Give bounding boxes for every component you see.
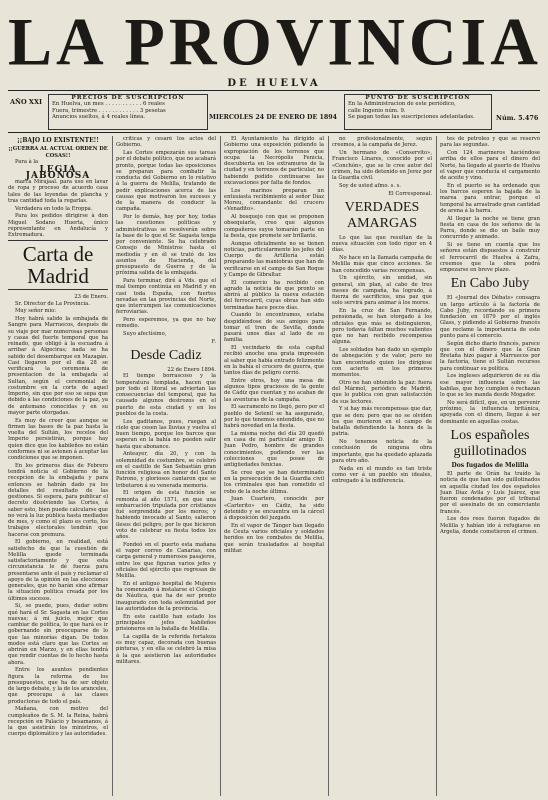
subscription-price-line: Anuncios sueltos, á 4 reales línea.: [52, 114, 146, 120]
article-columns: [8, 136, 540, 796]
paragraph: Al bosquejo con que se proponen obsequiarle, creo que algunos compañeros suyos tomarán parte en la fiesta, que promete ser brillante.: [224, 214, 324, 239]
bold-heading: ¡¡GUERRA AL ACTUAL ORDEN DE COSAS!!: [8, 146, 108, 159]
newspaper-title: LA PROVINCIA: [8, 5, 542, 80]
paragraph: Mañana, con motivo del cumpleaños de S. M. la Reina, habrá recepción en Palacio y besamanos, á la que asistirán los ministros, el cuerpo diplomático y las autoridades.: [8, 706, 108, 738]
paragraph: Verdadera en todo la Eroppa.: [15, 205, 93, 212]
issue-date: MIERCOLES 24 DE ENERO DE 1894: [208, 114, 338, 121]
paragraph: Si, se puede, pues, dudar sobre qué hará el Sr. Sagasta en las Cortes nuevas; á mi juicio, mejor que cambiar de política, lo que hará es ir gobernando sin preocuparse de lo que las minorías digan. De todos modos está claro que las Cortes se abrirán en Marzo, y en ellas tendrá que rendir cuentas de lo hecho hasta ahora.: [8, 603, 108, 666]
subscription-point-line: Se pagan todas las suscripciones adelantadas.: [348, 114, 475, 120]
masthead-rule: [8, 90, 540, 91]
paragraph: Para los pedidos dirigirse à don Miguel Sodano Huerta, único representante en Andalucía y Extremadura.: [8, 213, 108, 238]
paragraph: Con 124 marineros haciéndose arriba de ellos para el dinero del Norte, ha llegado al puerto de Huelva el vapor que conducía el cargamento de aceite y vino.: [440, 150, 540, 181]
paragraph: críticas y cesaré los actos del Gobierno.: [116, 136, 216, 149]
paragraph: Por lo demás, hoy por hoy, todas las cuestiones políticas y administrativas se resolverán sobre la base de lo que el Sr. Sagasta tenga por conveniente. Se ha celebrado Consejo de Ministros hasta el mediodía y en él se trató de los asuntos de Hacienda, del presupuesto de Guerra y de la próxima salida de la embajada.: [116, 214, 216, 277]
paragraph: Los marinos preparan un entusiasta recibimiento al señor Díaz Moreu, comandante del crucero «Venadito».: [224, 187, 324, 213]
paragraph: La misma noche del día 20 quedó en casa de mi particular amigo D. Juan Pedro, hombre de grandes conocimientos, pudiendo ver las colecciones que posee de antigüedades fenicias.: [224, 430, 324, 468]
paragraph: Anteayer, día 20, y con la solemnidad de costumbre, se celebró en el castillo de San Sebastián gran función religiosa en honor del Santo Patrono, y gloriosos cantaron que se tributaron á su venerada memoria.: [116, 451, 216, 489]
article-headline: Carta de Madrid: [8, 240, 108, 290]
paragraph: Nada en el mundo es tan triste como ver á un pueblo sin ideales, entregado á la indiferencia.: [332, 465, 432, 484]
paragraph: Pero esperemos, ya que no hay remedio.: [116, 317, 216, 330]
paragraph: En este castillo han estado los principales jefes kabileños prisioneros en la batalla de Melilla.: [116, 613, 216, 632]
paragraph: Los soldados han dado un ejemplo de abnegación y de valor, pero no han encontrado quien los dirigiese con acierto en los primeros momentos.: [332, 347, 432, 378]
paragraph: El tiempo borrascoso y la temperatura templada, hacen que por todo el litoral se adviertan las consecuencias del temporal, que ha causado algunos destrozos en el puerto de esta ciudad y en los pueblos de la costa.: [116, 373, 216, 417]
section-headline: En Cabo Juby: [450, 276, 530, 292]
info-bar-rule: [8, 132, 540, 133]
newspaper-page: [8, 4, 540, 796]
paragraph: Aunque oficialmente no se tienen noticias, particularmente los jefes del Cuerpo de Artillería están preparando las maniobras que han de verificarse en el campo de San Roque y Campo de Gibraltar.: [224, 240, 324, 278]
paragraph: Otro no han obtenido la paz: fuera del Mármol, periódico de Madrid, que lo publica con gran satisfacción de sus lectores.: [332, 379, 432, 405]
section-headline: Los españoles guillotinados: [450, 427, 530, 459]
subscription-prices-box: [48, 94, 208, 130]
paragraph: En la cruz de San Fernando, pensionada, se han otorgado á los oficiales que más se distinguieron, pero todavía faltan muchos valientes que no han recibido recompensa alguna.: [332, 308, 432, 346]
small-heading: Dos fugados de Melilla: [451, 461, 529, 469]
advertisement-title: LEGIA JABONOSA: [25, 164, 91, 181]
signature-line: El Corresponsal.: [388, 190, 432, 197]
signature-line: 23 de Enero.: [74, 294, 108, 301]
paragraph: Para terminar, diré á Vds. que el mal tiempo continúa en Madrid y en casi toda España, con fuertes nevadas en las provincias del Norte, que interrumpen las comunicaciones ferroviarias.: [116, 278, 216, 316]
paragraph: Y si hay más recompensas que dar, que se den; pero que no se olviden los que murieron en el campo de batalla defendiendo la honra de la patria.: [332, 406, 432, 438]
newspaper-subtitle: DE HUELVA: [227, 78, 321, 89]
issue-number: Núm. 5.476: [496, 114, 539, 122]
paragraph: tes de petroleo y que se reservó para las segundas.: [440, 136, 540, 149]
paragraph: Un hermano de «Conservito», Francisco Linares, conocido por el «Conchón», que se le cree autor del crimen, ha sido detenido en Jerez por la Guardia civil.: [332, 150, 432, 181]
subscription-prices-heading: PRECIOS DE SUSCRIPCION: [71, 95, 185, 101]
paragraph: Los gaditanos, pues, ruegan al cielo que cesen las lluvias y vuelva el buen tiempo, porque los barcos que esperan en la bahía no pueden salir hasta que abonance.: [116, 418, 216, 450]
column-divider: [328, 136, 329, 796]
paragraph: marca Mirajaal. para uso en lavar de ropa y proceso de acuerdo casa tales de las leyendas de plancha y tras cantidad toda la regarlas.: [8, 179, 108, 204]
paragraph: Entre otros, hoy una mesa de algunos tipos graciosos de la gente de Cádiz que cuentan y no acaban de las aventuras de la campaña.: [224, 377, 324, 403]
paragraph: Juan Cuartero, conocido por «Carterito» en Cádiz, ha sido detenido y se encuentra en la cárcel á disposición del juzgado.: [224, 496, 324, 521]
section-headline: VERDADES AMARGAS: [344, 199, 420, 231]
signature-line: F.: [211, 338, 216, 345]
paragraph: No hace en la llamada campaña de Melilla más que cinco acciones. Se han concedido varias recompensas.: [332, 255, 432, 274]
paragraph: El gobierno, en realidad, está satisfecho de que la cuestión de Melilla quede terminada satisfactoriamente y que esta circunstancia le dé fuerza para presentarse ante el país y reclamar el apoyo de la opinión en las elecciones generales, que no harán sino afirmar la situación política creada por los últimos sucesos.: [8, 539, 108, 602]
paragraph: Se cree que se han determinado en la persecución de la Guardia civil los criminales que han cometido el robo de la noche última.: [224, 469, 324, 495]
paragraph: Hoy habrá salido la embajada de Sangre para Marruecos, después de su viaje por mar numerosas personas y casas del fuerte temporal que ha reinado, que obligó à la escuadra á arribar á Algeciras; nada se ha sabido del desembarque en Mazagán. Casi llegaron por el dia 28 se verificará la ceremonia de presentacion de la embajada al Sultan, según el ceremonial de costumbre en la corte de aquel Imperio, sin que por eso se sepa que debido à las condiciones de la paz, ya de antemano conocidas y en su mayor parte otorgadas.: [8, 316, 108, 416]
paragraph: La capilla de la referida fortaleza es muy capaz, decorada con buenas pinturas, y en ella se celebró la misa á la que asistieron las autoridades militares.: [116, 633, 216, 665]
subscription-price-line: En Huelva, un mes . . . . . . . . . . . 6 reales: [52, 101, 165, 107]
small-heading: ¡¡BAJO LO EXISTENTE!!: [17, 137, 99, 144]
paragraph: No será difícil, que, en un porvenir próximo, la influencia británica, apoyada con el dinero, llegue á ser dominante en aquellas costas.: [440, 399, 540, 425]
paragraph: Cuando lo encontramos, estaba despidiéndose de sus amigos para tomar el tren de Sevilla, donde pasará unos días al lado de su familia.: [224, 312, 324, 344]
paragraph: Sr. Director de La Provincia.: [15, 300, 90, 307]
year-label: AÑO XXI: [10, 98, 43, 106]
paragraph: No tenemos noticia de la conclusión de ninguna obra importante, que ha quedado aplazada para otro año.: [332, 439, 432, 464]
paragraph: El «Journal des Débats» consagra un largo artículo á la factoría de Cabo Juby, recordando su primera fundación en 1879 por el inglés Glass, y pidiendo al Gobierno francés que reclame la importancia de este punto para el comercio.: [440, 295, 540, 339]
subscription-point-heading: PUNTO DE SUSCRIPCION: [365, 95, 471, 101]
paragraph: Si se tiene en cuenta que los señores están dispuestos á construir el ferrocarril de Huelva á Zafra, creemos que la obra podrá empezarse en breve plazo.: [440, 242, 540, 273]
paragraph: Para à la: [15, 158, 39, 165]
column-1: [8, 136, 108, 796]
paragraph: En los primeros dias de Febrero tendrá noticia el Gobierno de la recepcion de la embajada y para entonces se habrán dado ya los detalles del resultado de las gestiones. Si espera, para publicar el decreto disolviendo las Cortes, á saber esto, bien puede calcularse que no verá la luz pública hasta mediados de mes, y como el plazo es corto, los trabajos electorales tendrán que hacerse con premura.: [8, 462, 108, 538]
paragraph: El sacramento no llegó, pero por el pueblo de Setenil se ha asegurado, por lo que tenemos entendido, que no habrá novedad en la fiesta.: [224, 404, 324, 429]
paragraph: El origen de esta función se remonta al año 1571, en que una embarcación tripulada por cristianos fué sorprendida por los moros; y habiendo invocado al Santo, salieron ilesos del peligro, por lo que hicieron voto de celebrar su fiesta todos los años.: [116, 490, 216, 540]
paragraph: Las Cortes empezarán sus tareas por el debate político, que no acabará pronto, porque todas las oposiciones se preparan para combatir la conducta del Gobierno en lo relativo á la guerra de Melilla, tratando de pedir explicaciones acerca de las causas que motivaron los sucesos y de la manera de conducir la campaña.: [116, 150, 216, 213]
paragraph: En el puerto se ha ordenado que los barcos esperen la bajada de la marea para entrar, porque el temporal ha arrastrado gran cantidad de arena á la barra.: [440, 182, 540, 214]
paragraph: Al llegar la noche se tiene gran fiesta en casa de los señores de la Parra, donde se dio un baile muy concurrido y animado.: [440, 215, 540, 241]
column-divider: [112, 136, 113, 796]
column-4: [332, 136, 432, 796]
paragraph: El Ayuntamiento ha dirigido al Gobierno una exposición pidiendo la expropiación de los terrenos que ocupa la Necrópolis Fenicia, descubierta en los extramuros de la ciudad y en terrenos de particular, no habiendo podido continuarse las excavaciones por falta de fondos.: [224, 136, 324, 186]
subscription-price-line: Fuera, trimestre . . . . . . . . . . . . 3 pesetas: [52, 107, 166, 114]
paragraph: Suyo afectísimo,: [123, 331, 167, 337]
paragraph: Los ingleses adquirieron de su día ese mayor influencia sobre las kabilas, que hoy cumplen ó rechazan lo que se les manda desde Mogador.: [440, 373, 540, 398]
paragraph: Soy de usted afmo. s. s.: [339, 182, 401, 189]
paragraph: En el antiguo hospital de Mujeres ha comenzado á instalarse el Colegio de Náutica, que ha de ser pronto inaugurado con toda solemnidad por las autoridades de la provincia.: [116, 580, 216, 612]
paragraph: El vecindario de esta capital recibió anoche una grata impresión al saber que había entrado felizmente en la bahía el crucero de guerra, que tantos días de peligro corrió.: [224, 345, 324, 376]
paragraph: Los dos reos fueron fugados de Melilla y habían ido á refugiarse en Argelia, donde cometieron el crimen.: [440, 516, 540, 535]
column-2: [116, 136, 216, 796]
paragraph: Es muy de creer que aunque se firmen las bases de la paz hasta la vuelta del Sultán, los recelos del Imperio persistirán, porque hay quien dice que los kabileños no están conformes ni se avienen á aceptar las condiciones que se imponen.: [8, 417, 108, 461]
subscription-point-line: calle Ingenio núm. 9.: [348, 107, 406, 114]
info-bar: [8, 94, 540, 132]
subscription-point-box: [344, 94, 492, 130]
signature-line: 22 de Enero 1894.: [167, 367, 216, 373]
paragraph: Según dicho diario francés, parece que con el dinero que la Gran Bretaña hizo pagar á Marruecos por la factoría, tiene el Sultán recursos para continuar su política.: [440, 340, 540, 372]
paragraph: En el vapor de Tánger han llegado de Ceuta varios oficiales y soldados heridos en los combates de Melilla, que serán trasladados al hospital militar.: [224, 522, 324, 554]
paragraph: Muy señor mio:: [15, 308, 57, 315]
section-headline: Desde Cadiz: [130, 348, 202, 363]
masthead: [8, 4, 540, 88]
column-5: [440, 136, 540, 796]
paragraph: El parte de Orán ha traído la noticia de que han sido guillotinados en aquella ciudad los dos españoles Juan Díaz Avila y Luis Juárez, que fueron condenados por el tribunal por el asesinato de un comerciante francés.: [440, 471, 540, 515]
column-divider: [220, 136, 221, 796]
subscription-point-line: En la Administracion de este periódico,: [348, 101, 456, 107]
paragraph: Entre los asuntos pendientes figura la reforma de los presupuestos, que ha de ser objeto de largo debate, y la de los aranceles, que preocupa á las clases productoras de todo el país.: [8, 667, 108, 705]
paragraph: Un ejército, sin unidad, sin general, sin plan, al cabo de tres meses de campaña, ha logrado, á fuerza de sacrificios, una paz que solo servirá para animar á los moros.: [332, 275, 432, 307]
paragraph: no profesionalmente, según creemos, á la campaña de Jerez.: [332, 136, 432, 149]
paragraph: Lo que las que resultan de la nueva situación con todo rigor en 4 días.: [332, 234, 432, 254]
paragraph: Fondeó en el puerto esta mañana el vapor correo de Canarias, con carga general y numerosos pasajeros, entre los que figuran varios jefes y oficiales del ejército que regresan de Melilla.: [116, 541, 216, 579]
column-3: [224, 136, 324, 796]
paragraph: El comercio ha recibido con agrado la noticia de que pronto se abrirá al público la nueva estación del ferrocarril, cuyas obras han sido terminadas hace pocos días.: [224, 279, 324, 311]
column-divider: [436, 136, 437, 796]
